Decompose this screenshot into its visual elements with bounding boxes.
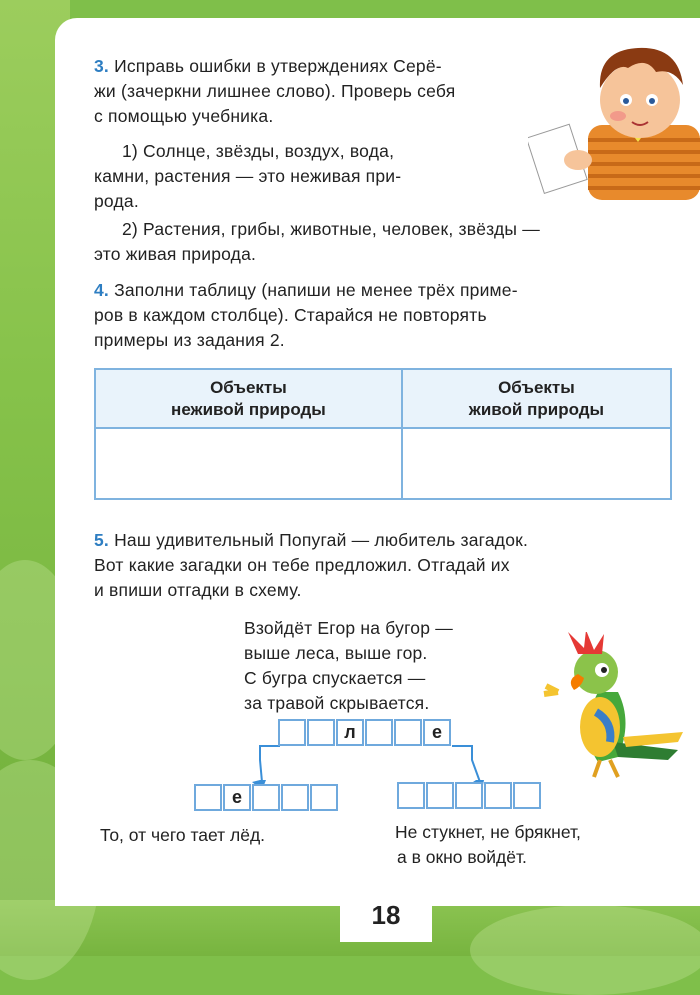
answer-cell[interactable]: [455, 782, 483, 809]
objects-table: [94, 368, 672, 500]
boy-illustration: [528, 30, 700, 200]
statement-2: 2) Растения, грибы, животные, человек, звёзды —: [122, 219, 540, 239]
answer-cell[interactable]: е: [423, 719, 451, 746]
column-header-living: Объекты живой природы: [402, 369, 671, 428]
task-number: 3.: [94, 56, 109, 76]
column-header-nonliving: Объекты неживой природы: [95, 369, 402, 428]
answer-cell[interactable]: [281, 784, 309, 811]
riddle-main: Взойдёт Егор на бугор — выше леса, выше гор. С бугра спускается — за травой скрывается.: [244, 618, 453, 713]
statement-1: 1) Солнце, звёзды, воздух, вода,: [122, 141, 395, 161]
answer-cell[interactable]: е: [223, 784, 251, 811]
answer-cell[interactable]: л: [336, 719, 364, 746]
answer-cell[interactable]: [278, 719, 306, 746]
answer-cell[interactable]: [394, 719, 422, 746]
answer-cell-living[interactable]: [402, 428, 671, 499]
answer-cell[interactable]: [513, 782, 541, 809]
answer-cell-nonliving[interactable]: [95, 428, 402, 499]
answer-cell[interactable]: [484, 782, 512, 809]
task-3: 3. Исправь ошибки в утверждениях Серё- жи (зачеркни лишнее слово). Проверь себя с помощью учебника. 1) Солнце, звёзды, воздух, вода, камни, растения — это неживая при- рода. 2) Растения, грибы, животные, человек, звёзды — это живая природа.: [94, 54, 584, 267]
task-number: 5.: [94, 530, 109, 550]
leaf-decoration: [470, 905, 700, 995]
task-4: 4. Заполни таблицу (напиши не менее трёх приме- ров в каждом столбце). Старайся не повторять примеры из задания 2.: [94, 280, 518, 350]
task-number: 4.: [94, 280, 109, 300]
answer-cell[interactable]: [426, 782, 454, 809]
answer-cell[interactable]: [365, 719, 393, 746]
answer-cell[interactable]: [194, 784, 222, 811]
parrot-illustration: [538, 632, 688, 782]
page-number: 18: [340, 888, 432, 942]
answer-cell[interactable]: [252, 784, 280, 811]
riddle-left: То, от чего тает лёд.: [100, 825, 266, 845]
answer-cell[interactable]: [310, 784, 338, 811]
task-5: 5. Наш удивительный Попугай — любитель загадок. Вот какие загадки он тебе предложил. Отгадай их и впиши отгадки в схему.: [94, 530, 529, 600]
answer-cell[interactable]: [307, 719, 335, 746]
answer-cell[interactable]: [397, 782, 425, 809]
riddle-right: Не стукнет, не брякнет, а в окно войдёт.: [395, 822, 581, 867]
